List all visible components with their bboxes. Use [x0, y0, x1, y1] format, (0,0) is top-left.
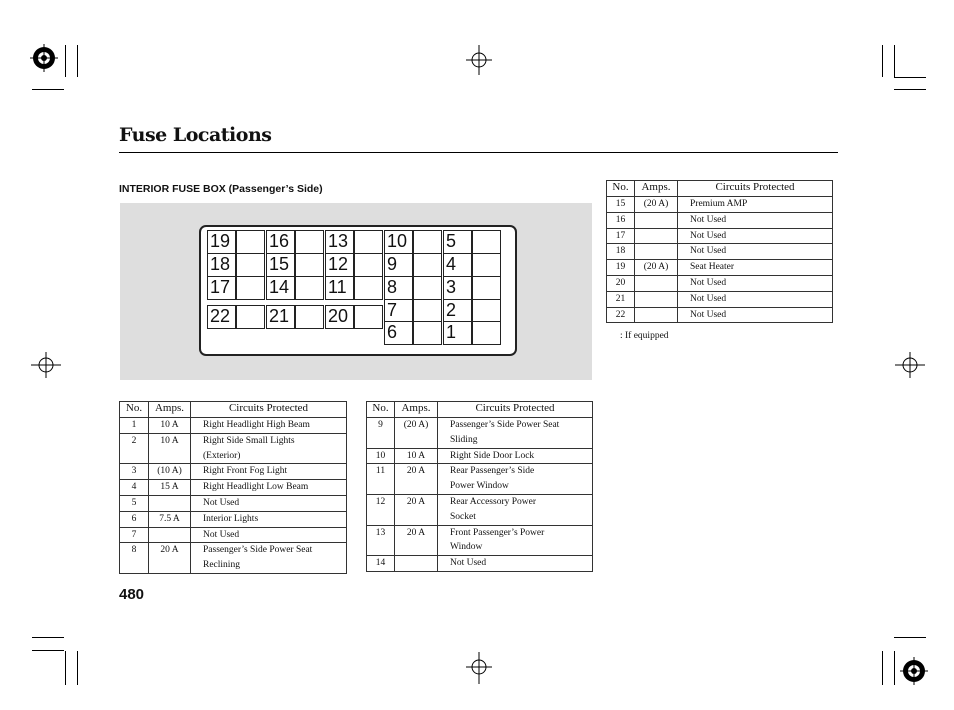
fuse-slot-empty — [236, 276, 265, 300]
fuse-number: 22 — [607, 307, 635, 323]
col-header-circuits: Circuits Protected — [191, 402, 347, 418]
title-divider — [119, 152, 838, 153]
fuse-number: 17 — [607, 228, 635, 244]
circuit-protected — [438, 448, 593, 464]
circuit-protected — [191, 495, 347, 511]
col-header-circuits: Circuits Protected — [678, 181, 833, 197]
fuse-slot: 15 — [266, 253, 295, 277]
fuse-slot: 3 — [443, 276, 472, 300]
col-header-amps: Amps. — [635, 181, 678, 197]
table-row — [607, 275, 833, 291]
fuse-slot: 10 — [384, 230, 413, 254]
circuit-line: Seat Heater — [690, 262, 735, 273]
fuse-slot-empty — [354, 230, 383, 254]
fuse-amps — [149, 527, 191, 543]
fuse-slot-empty — [295, 253, 324, 277]
fuse-amps — [635, 307, 678, 323]
fuse-amps: 20 A — [395, 464, 438, 495]
fuse-slot-empty — [472, 276, 501, 300]
fuse-slot-empty — [472, 230, 501, 254]
table-row — [607, 291, 833, 307]
fuse-slot: 21 — [266, 305, 295, 329]
fuse-slot: 2 — [443, 299, 472, 323]
fuse-number: 16 — [607, 212, 635, 228]
fuse-number: 4 — [120, 480, 149, 496]
fuse-slot: 13 — [325, 230, 354, 254]
fuse-number: 1 — [120, 418, 149, 434]
page-number: 480 — [119, 586, 145, 603]
fuse-number: 18 — [607, 244, 635, 260]
table-row — [120, 433, 347, 464]
table-row — [367, 448, 593, 464]
fuse-slot-empty — [295, 276, 324, 300]
fuse-amps: (10 A) — [149, 464, 191, 480]
col-header-amps: Amps. — [149, 402, 191, 418]
fuse-slot: 17 — [207, 276, 236, 300]
circuit-protected — [438, 556, 593, 572]
fuse-number: 2 — [120, 433, 149, 464]
fuse-slot: 20 — [325, 305, 354, 329]
circuit-protected — [678, 260, 833, 276]
fuse-slot: 18 — [207, 253, 236, 277]
table-row — [607, 197, 833, 213]
fuse-slot-empty — [472, 253, 501, 277]
circuit-protected — [191, 418, 347, 434]
fuse-slot-empty — [413, 230, 442, 254]
fuse-slot: 5 — [443, 230, 472, 254]
fuse-slot: 14 — [266, 276, 295, 300]
circuit-line: Right Headlight High Beam — [203, 420, 310, 430]
circuit-protected — [191, 433, 347, 464]
circuit-protected — [438, 494, 593, 525]
circuit-line: Not Used — [690, 293, 727, 304]
fuse-number: 21 — [607, 291, 635, 307]
circuit-protected — [191, 511, 347, 527]
circuit-line: Passenger’s Side Power Seat — [203, 545, 313, 556]
fuse-amps: 10 A — [149, 418, 191, 434]
fuse-table-left — [119, 401, 347, 574]
circuit-line: Not Used — [690, 277, 727, 288]
col-header-no: No. — [367, 402, 395, 418]
fuse-slot: 12 — [325, 253, 354, 277]
fuse-amps — [149, 495, 191, 511]
fuse-slot: 6 — [384, 321, 413, 345]
fuse-number: 8 — [120, 543, 149, 574]
table-row — [367, 494, 593, 525]
fuse-slot: 4 — [443, 253, 472, 277]
table-row — [120, 527, 347, 543]
table-row — [367, 556, 593, 572]
circuit-protected — [678, 307, 833, 323]
fuse-slot-empty — [354, 253, 383, 277]
table-row — [367, 525, 593, 556]
fuse-amps: 10 A — [395, 448, 438, 464]
circuit-line: Right Front Fog Light — [203, 466, 288, 477]
table-row — [607, 260, 833, 276]
circuit-line: Not Used — [690, 214, 727, 225]
table-row — [607, 212, 833, 228]
fuse-amps — [635, 291, 678, 307]
fuse-slot: 19 — [207, 230, 236, 254]
fuse-box-outline — [199, 225, 517, 356]
page-title: Fuse Locations — [119, 124, 272, 146]
circuit-protected — [438, 525, 593, 556]
table-row — [607, 244, 833, 260]
fuse-slot-empty — [236, 253, 265, 277]
table-row — [367, 418, 593, 449]
circuit-line: Front Passenger’s Power — [450, 527, 545, 538]
circuit-line: Not Used — [690, 230, 727, 241]
circuit-line: Rear Passenger’s Side — [450, 466, 535, 477]
fuse-table-right — [606, 180, 833, 323]
fuse-number: 6 — [120, 511, 149, 527]
circuit-line: Right Side Small Lights — [203, 435, 295, 446]
table-row — [120, 464, 347, 480]
circuit-protected — [678, 275, 833, 291]
circuit-line: Power Window — [450, 481, 509, 492]
circuit-line: Not Used — [203, 497, 240, 508]
circuit-line: Passenger’s Side Power Seat — [450, 420, 560, 430]
fuse-slot-empty — [472, 299, 501, 323]
circuit-protected — [191, 464, 347, 480]
fuse-slot: 9 — [384, 253, 413, 277]
circuit-line: Sliding — [450, 434, 478, 445]
fuse-slot-empty — [413, 276, 442, 300]
circuit-protected — [678, 212, 833, 228]
fuse-slot-empty — [295, 230, 324, 254]
fuse-slot-empty — [236, 305, 265, 329]
fuse-number: 13 — [367, 525, 395, 556]
fuse-slot-empty — [354, 305, 383, 329]
fuse-amps — [635, 244, 678, 260]
circuit-protected — [191, 527, 347, 543]
table-row — [607, 228, 833, 244]
fuse-slot-empty — [413, 253, 442, 277]
footnote: : If equipped — [620, 331, 669, 341]
fuse-amps: 15 A — [149, 480, 191, 496]
fuse-slot: 1 — [443, 321, 472, 345]
table-row — [607, 307, 833, 323]
circuit-protected — [191, 543, 347, 574]
fuse-number: 20 — [607, 275, 635, 291]
fuse-slot: 22 — [207, 305, 236, 329]
circuit-protected — [438, 418, 593, 449]
fuse-slot: 11 — [325, 276, 354, 300]
fuse-number: 19 — [607, 260, 635, 276]
fuse-number: 7 — [120, 527, 149, 543]
col-header-no: No. — [120, 402, 149, 418]
circuit-line: Premium AMP — [690, 199, 748, 209]
fuse-number: 3 — [120, 464, 149, 480]
fuse-slot: 16 — [266, 230, 295, 254]
fuse-amps — [635, 275, 678, 291]
fuse-amps: 10 A — [149, 433, 191, 464]
fuse-amps — [635, 228, 678, 244]
table-row — [120, 543, 347, 574]
circuit-protected — [678, 244, 833, 260]
circuit-line: Window — [450, 542, 483, 553]
fuse-number: 12 — [367, 494, 395, 525]
circuit-protected — [191, 480, 347, 496]
fuse-slot-empty — [472, 321, 501, 345]
fuse-amps: (20 A) — [635, 197, 678, 213]
fuse-amps: 7.5 A — [149, 511, 191, 527]
col-header-no: No. — [607, 181, 635, 197]
circuit-protected — [678, 291, 833, 307]
fuse-amps: 20 A — [395, 525, 438, 556]
fuse-slot: 8 — [384, 276, 413, 300]
circuit-line: Not Used — [450, 558, 487, 569]
table-row — [120, 511, 347, 527]
circuit-protected — [438, 464, 593, 495]
table-row — [120, 418, 347, 434]
circuit-line: Right Side Door Lock — [450, 450, 535, 461]
col-header-amps: Amps. — [395, 402, 438, 418]
circuit-line: Reclining — [203, 560, 240, 571]
circuit-protected — [678, 228, 833, 244]
fuse-amps — [395, 556, 438, 572]
fuse-slot-empty — [236, 230, 265, 254]
table-row — [120, 480, 347, 496]
fuse-amps: (20 A) — [395, 418, 438, 449]
table-row — [367, 464, 593, 495]
circuit-line: Rear Accessory Power — [450, 496, 537, 507]
fuse-number: 14 — [367, 556, 395, 572]
fuse-number: 10 — [367, 448, 395, 464]
fuse-amps: (20 A) — [635, 260, 678, 276]
circuit-line: (Exterior) — [203, 450, 241, 461]
fuse-slot: 7 — [384, 299, 413, 323]
col-header-circuits: Circuits Protected — [438, 402, 593, 418]
circuit-line: Not Used — [203, 529, 240, 540]
circuit-line: Socket — [450, 511, 476, 522]
fuse-slot-empty — [413, 299, 442, 323]
circuit-line: Not Used — [690, 309, 727, 320]
circuit-line: Right Headlight Low Beam — [203, 482, 309, 493]
fuse-amps — [635, 212, 678, 228]
fuse-amps: 20 A — [395, 494, 438, 525]
fuse-number: 15 — [607, 197, 635, 213]
fuse-number: 5 — [120, 495, 149, 511]
fuse-number: 9 — [367, 418, 395, 449]
circuit-protected — [678, 197, 833, 213]
section-heading: INTERIOR FUSE BOX (Passenger’s Side) — [119, 183, 323, 195]
circuit-line: Not Used — [690, 246, 727, 257]
fuse-slot-empty — [295, 305, 324, 329]
fuse-table-middle — [366, 401, 593, 572]
fuse-number: 11 — [367, 464, 395, 495]
table-row — [120, 495, 347, 511]
fuse-slot-empty — [354, 276, 383, 300]
circuit-line: Interior Lights — [203, 513, 259, 524]
fuse-slot-empty — [413, 321, 442, 345]
fuse-amps: 20 A — [149, 543, 191, 574]
